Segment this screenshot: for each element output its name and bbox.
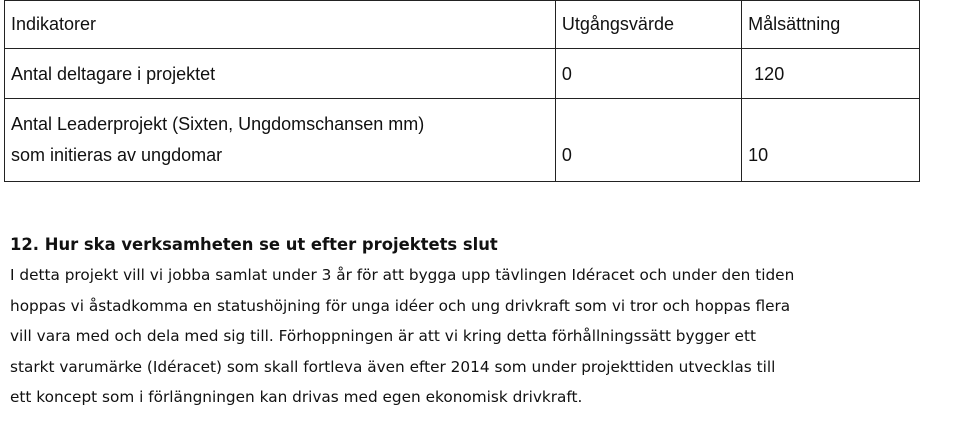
table-header-indicators	[5, 1, 556, 49]
target-value: 120	[754, 64, 785, 84]
paragraph-line: hoppas vi åstadkomma en statushöjning för unga idéer och ung drivkraft som vi tror och hoppas flera	[10, 296, 791, 315]
table-row	[5, 99, 920, 182]
table-header-baseline	[555, 1, 741, 49]
table-cell-target	[742, 99, 920, 182]
table-cell-baseline	[555, 49, 741, 99]
paragraph-line: ett koncept som i förlängningen kan drivas med egen ekonomisk drivkraft.	[10, 388, 583, 406]
section-heading: 12. Hur ska verksamheten se ut efter projektets slut	[10, 235, 498, 254]
paragraph-line: vill vara med och dela med sig till. Förhoppningen är att vi kring detta förhållningssätt bygger ett	[10, 327, 756, 345]
table-header-row	[5, 1, 920, 49]
table-header-target	[742, 1, 920, 49]
paragraph-line: I detta projekt vill vi jobba samlat under 3 år för att bygga upp tävlingen Idéracet och under den tiden	[10, 266, 795, 284]
table-cell-baseline	[555, 99, 741, 182]
table-cell-target	[742, 49, 920, 99]
section-after-project	[10, 230, 956, 413]
target-value: 10	[748, 145, 769, 165]
baseline-value: 0	[561, 64, 572, 84]
header-target-label: Målsättning	[748, 14, 841, 34]
header-indicators-label: Indikatorer	[11, 14, 97, 34]
indicator-table	[4, 0, 920, 182]
indicator-text: Antal deltagare i projektet	[11, 64, 216, 84]
indicator-text-line2: som initieras av ungdomar	[11, 145, 223, 165]
indicator-text-line1: Antal Leaderprojekt (Sixten, Ungdomschansen mm)	[11, 114, 425, 134]
section-paragraph	[10, 260, 956, 413]
header-baseline-label: Utgångsvärde	[561, 14, 674, 34]
table-cell-indicator	[5, 49, 556, 99]
table-row	[5, 49, 920, 99]
paragraph-line: starkt varumärke (Idéracet) som skall fortleva även efter 2014 som under projekttiden utvecklas till	[10, 357, 776, 376]
table-cell-indicator	[5, 99, 556, 182]
baseline-value: 0	[561, 145, 572, 165]
